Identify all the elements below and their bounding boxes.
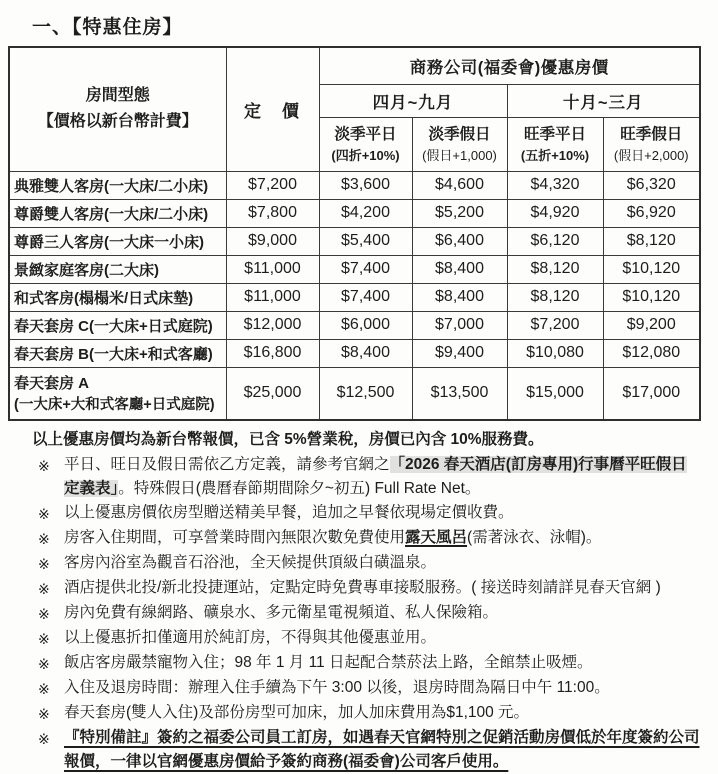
price-cell: $10,120 (603, 255, 700, 283)
note-text: 房客入住期間，可享營業時間內無限次數免費使用露天風呂(需著泳衣、泳帽)。 (64, 529, 602, 546)
table-row (9, 227, 700, 255)
note-item (8, 526, 708, 551)
note-marker: ※ (38, 556, 50, 572)
price-cell: $7,000 (412, 311, 507, 339)
price-cell: $17,000 (603, 367, 700, 420)
price-cell: $8,400 (412, 283, 507, 311)
note-item (8, 726, 708, 774)
table-row (9, 339, 700, 367)
note-text: 入住及退房時間：辦理入住手續為下午 3:00 以後，退房時間為隔日中午 11:00。 (64, 679, 610, 696)
note-item (8, 551, 708, 576)
note-text: 以上優惠折扣僅適用於純訂房，不得與其他優惠並用。 (64, 629, 437, 646)
price-cell: $5,400 (319, 227, 412, 255)
table-row (9, 171, 700, 199)
price-cell: $15,000 (507, 367, 603, 420)
special-remark: 『特別備註』簽約之福委公司員工訂房，如遇春天官網特別之促銷活動房價低於年度簽約公司報價，一律以官網優惠房價給予簽約商務(福委會)公司客戶使用。 (64, 729, 700, 770)
col-header-offseason-weekday: 淡季平日 (四折+10%) (319, 117, 412, 171)
col-header-group: 商務公司(福委會)優惠房價 (319, 47, 700, 84)
note-text: 客房內浴室為觀音石浴池，全天候提供頂級白磺溫泉。 (64, 554, 437, 571)
col-header-list-price: 定 價 (226, 47, 319, 171)
price-cell: $6,400 (412, 227, 507, 255)
price-cell: $4,200 (319, 199, 412, 227)
col-header-period-1: 四月~九月 (319, 84, 507, 117)
price-cell: $9,200 (603, 311, 700, 339)
price-cell: $8,400 (412, 255, 507, 283)
page-title: 一、【特惠住房】 (32, 17, 183, 38)
note-item (8, 601, 708, 626)
note-marker: ※ (38, 581, 50, 597)
price-cell: $4,320 (507, 171, 603, 199)
price-cell: $7,400 (319, 255, 412, 283)
note-marker: ※ (38, 506, 50, 522)
price-cell: $12,080 (603, 339, 700, 367)
note-marker: ※ (38, 731, 50, 747)
notes-section (8, 428, 708, 774)
room-name-cell: 尊爵三人客房(一大床一小床) (9, 227, 226, 255)
list-price-cell: $9,000 (226, 227, 319, 255)
list-price-cell: $7,200 (226, 171, 319, 199)
note-marker: ※ (38, 631, 50, 647)
highlighted-phrase: 「2026 春天酒店(訂房專用)行事曆平旺假日定義表」 (64, 456, 687, 497)
price-cell: $6,000 (319, 311, 412, 339)
note-text (64, 726, 708, 774)
note-item (8, 453, 708, 501)
list-price-cell: $12,000 (226, 311, 319, 339)
col-header-peak-holiday: 旺季假日 (假日+2,000) (603, 117, 700, 171)
price-cell: $9,400 (412, 339, 507, 367)
table-row (9, 367, 700, 420)
table-row (9, 255, 700, 283)
col-header-room-type (9, 47, 226, 171)
room-type-header-line2: 【價格以新台幣計費】 (37, 113, 198, 131)
price-cell: $12,500 (319, 367, 412, 420)
price-cell: $7,400 (319, 283, 412, 311)
price-cell: $6,320 (603, 171, 700, 199)
notes-intro: 以上優惠房價均為新台幣報價，已含 5%營業稅，房價已內含 10%服務費。 (32, 431, 544, 448)
note-item (8, 501, 708, 526)
note-marker: ※ (38, 458, 50, 474)
room-name-cell (9, 367, 226, 420)
note-text: 平日、旺日及假日需依乙方定義，請參考官網之「2026 春天酒店(訂房專用)行事曆平旺假日定義表」。特殊假日(農曆春節期間除夕~初五) Full Rate Net。 (64, 456, 687, 497)
table-row (9, 199, 700, 227)
price-cell: $6,920 (603, 199, 700, 227)
price-cell: $4,600 (412, 171, 507, 199)
price-cell: $10,080 (507, 339, 603, 367)
note-text: 酒店提供北投/新北投捷運站，定點定時免費專車接駁服務。( 接送時刻請詳見春天官網 ) (64, 579, 661, 596)
list-price-cell: $11,000 (226, 283, 319, 311)
room-name-cell: 和式客房(榻榻米/日式床墊) (9, 283, 226, 311)
list-price-cell: $25,000 (226, 367, 319, 420)
col-header-period-2: 十月~三月 (507, 84, 700, 117)
note-item (8, 676, 708, 701)
note-item (8, 576, 708, 601)
room-name-cell: 春天套房 C(一大床+日式庭院) (9, 311, 226, 339)
price-cell: $10,120 (603, 283, 700, 311)
note-text: 飯店客房嚴禁寵物入住；98 年 1 月 11 日起配合禁菸法上路，全館禁止吸煙。 (64, 654, 593, 671)
note-marker: ※ (38, 606, 50, 622)
col-header-peak-weekday: 旺季平日 (五折+10%) (507, 117, 603, 171)
price-cell: $8,120 (507, 283, 603, 311)
price-cell: $7,200 (507, 311, 603, 339)
room-name-cell: 尊爵雙人客房(一大床/二小床) (9, 199, 226, 227)
underlined-phrase: 露天風呂 (405, 529, 468, 546)
room-type-header-line1: 房間型態 (85, 87, 150, 105)
list-price-cell: $7,800 (226, 199, 319, 227)
note-text: 春天套房(雙人入住)及部份房型可加床，加人加床費用為$1,100 元。 (64, 704, 530, 721)
note-marker: ※ (38, 706, 50, 722)
room-name-line2: (一大床+大和式客廳+日式庭院) (14, 397, 215, 414)
note-text: 以上優惠房價依房型贈送精美早餐，追加之早餐依現場定價收費。 (64, 504, 514, 521)
price-cell: $8,400 (319, 339, 412, 367)
note-marker: ※ (38, 681, 50, 697)
col-header-offseason-holiday: 淡季假日 (假日+1,000) (412, 117, 507, 171)
room-name-cell: 春天套房 B(一大床+和式客廳) (9, 339, 226, 367)
price-cell: $8,120 (507, 255, 603, 283)
table-row (9, 311, 700, 339)
price-cell: $13,500 (412, 367, 507, 420)
room-name-cell: 典雅雙人客房(一大床/二小床) (9, 171, 226, 199)
price-cell: $4,920 (507, 199, 603, 227)
room-name-line1: 春天套房 A (14, 375, 90, 393)
note-item (8, 651, 708, 676)
price-table (8, 46, 701, 421)
note-text: 房內免費有線網路、礦泉水、多元衛星電視頻道、私人保險箱。 (64, 604, 499, 621)
note-item (8, 626, 708, 651)
price-cell: $8,120 (603, 227, 700, 255)
room-name-cell: 景緻家庭客房(二大床) (9, 255, 226, 283)
list-price-cell: $16,800 (226, 339, 319, 367)
table-row (9, 283, 700, 311)
note-marker: ※ (38, 531, 50, 547)
price-cell: $5,200 (412, 199, 507, 227)
list-price-cell: $11,000 (226, 255, 319, 283)
price-cell: $6,120 (507, 227, 603, 255)
price-cell: $3,600 (319, 171, 412, 199)
note-item (8, 701, 708, 726)
note-marker: ※ (38, 656, 50, 672)
